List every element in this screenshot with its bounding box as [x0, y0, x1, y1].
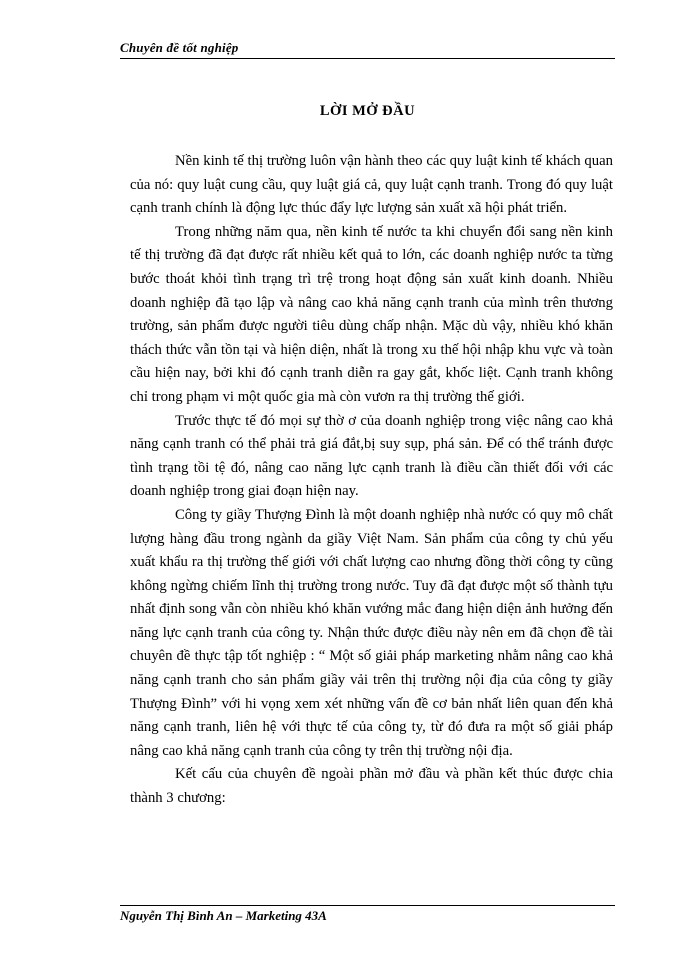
body-content [130, 150, 613, 811]
footer-author: Nguyễn Thị Bình An – Marketing 43A [120, 908, 327, 923]
page-title: LỜI MỞ ĐẦU [319, 103, 416, 119]
header-title: Chuyên đề tốt nghiệp [120, 40, 239, 55]
page-header [120, 38, 615, 59]
paragraph-2: Trong những năm qua, nền kinh tế nước ta khi chuyển đổi sang nền kinh tế thị trường đã đạt được rất nhiều kết quả to lớn, các doanh nghiệp nước ta từng bước thoát khỏi tình trạng trì trệ trong hoạt động sản xuất kinh doanh. Nhiều doanh nghiệp đã tạo lập và nâng cao khả năng cạnh tranh của mình trên thương trường, sản phẩm được người tiêu dùng chấp nhận. Mặc dù vậy, nhiều khó khăn thách thức vẫn tồn tại và hiện diện, nhất là trong xu thế hội nhập khu vực và toàn cầu hiện nay, bởi khi đó cạnh tranh diễn ra gay gắt, khốc liệt. Cạnh tranh không chỉ trong phạm vi một quốc gia mà còn vươn ra thị trường thế giới. [130, 223, 613, 405]
paragraph-5: Kết cấu của chuyên đề ngoài phần mở đầu và phần kết thúc được chia thành 3 chương: [130, 766, 613, 807]
paragraph-4: Công ty giầy Thượng Đình là một doanh nghiệp nhà nước có quy mô chất lượng hàng đầu trong ngành da giầy Việt Nam. Sản phẩm của công ty chủ yếu xuất khẩu ra thị trường thế giới với chất lượng cao nhưng đồng thời công ty cũng không ngừng chiếm lĩnh thị trường trong nước. Tuy đã đạt được một số thành tựu nhất định song vẫn còn nhiều khó khăn vướng mắc đang hiện diện ảnh hưởng đến năng lực cạnh tranh của công ty. Nhận thức được điều này nên em đã chọn đề tài chuyên đề thực tập tốt nghiệp : “ Một số giải pháp marketing nhằm nâng cao khả năng cạnh tranh cho sản phẩm giầy vải trên thị trường nội địa của công ty giầy Thượng Đình” với hi vọng xem xét những vấn đề cơ bản nhất liên quan đến khả năng cạnh tranh, liên hệ với thực tế của công ty, từ đó đưa ra một số giải pháp nâng cao khả năng cạnh tranh của công ty trên thị trường nội địa. [130, 506, 613, 759]
page-footer [120, 905, 615, 926]
paragraph-1: Nền kinh tế thị trường luôn vận hành theo các quy luật kinh tế khách quan của nó: quy luật cung cầu, quy luật giá cả, quy luật cạnh tranh. Trong đó quy luật cạnh tranh chính là động lực thúc đẩy lực lượng sản xuất xã hội phát triển. [130, 153, 613, 217]
paragraph-3: Trước thực tế đó mọi sự thờ ơ của doanh nghiệp trong việc nâng cao khả năng cạnh tranh có thể phải trả giá đắt,bị suy sụp, phá sản. Để có thể tránh được tình trạng tồi tệ đó, nâng cao năng lực cạnh tranh là điều cần thiết đối với các doanh nghiệp trong giai đoạn hiện nay. [130, 412, 613, 500]
